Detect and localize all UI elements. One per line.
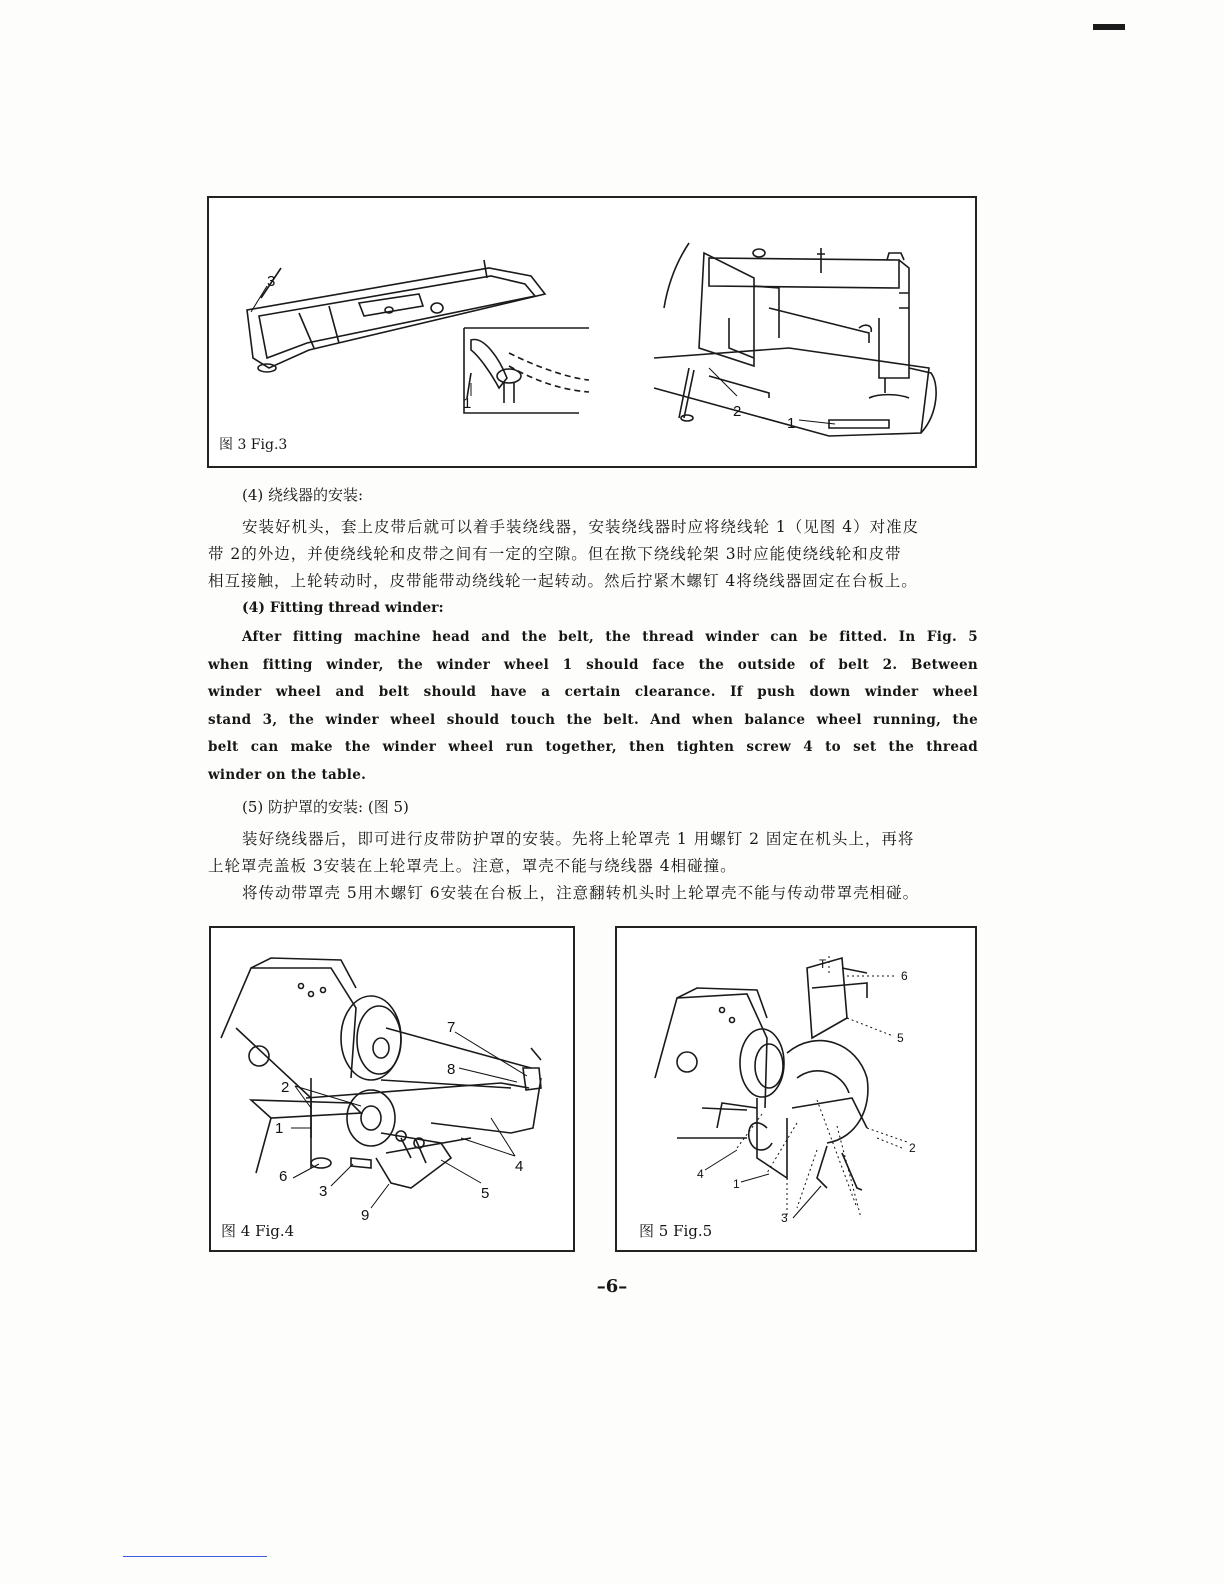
figure-5 [615,926,977,1252]
fig5-label-5: 5 [897,1031,904,1045]
fig3-label-1: 1 [463,395,472,412]
section4-zh-line-2: 带 2的外边，并使绕线轮和皮带之间有一定的空隙。但在揿下绕线轮架 3时应能使绕线轮和皮带 [208,545,902,563]
fig3-label-2: 2 [733,403,742,420]
section4-en-line-4: stand 3, the winder wheel should touch the belt. And when balance wheel running, the [208,711,978,728]
fig4-label-3: 3 [319,1183,328,1200]
fig5-caption: 图 5 Fig.5 [639,1222,713,1240]
fig3-caption: 图 3 Fig.3 [219,437,288,453]
section4-en-line-6: winder on the table. [208,766,367,783]
section4-zh-line-1: 安装好机头，套上皮带后就可以着手装绕线器，安装绕线器时应将绕线轮 1（见图 4）对准皮 [242,518,920,536]
fig5-label-3: 3 [781,1211,788,1225]
section4-heading-en: (4) Fitting thread winder: [242,600,444,616]
fig4-caption: 图 4 Fig.4 [221,1222,295,1240]
fig4-label-7: 7 [447,1019,456,1036]
page-number: –6– [596,1276,628,1297]
section4-en-body [208,624,978,789]
fig3-label-1b: 1 [787,415,796,432]
section4-zh-body [208,514,978,595]
fig4-label-6: 6 [279,1168,288,1185]
fig4-label-8: 8 [447,1061,456,1078]
figure-4 [209,926,575,1252]
section4-en-line-3: winder wheel and belt should have a certain clearance. If push down winder wheel [208,684,978,700]
fig5-label-T: T [819,957,827,971]
section4-zh-line-3: 相互接触，上轮转动时，皮带能带动绕线轮一起转动。然后拧紧木螺钉 4将绕线器固定在台板上。 [208,572,918,590]
fig4-label-2: 2 [281,1079,290,1096]
section5-zh-line-3: 将传动带罩壳 5用木螺钉 6安装在台板上，注意翻转机头时上轮罩壳不能与传动带罩壳相碰。 [242,884,920,902]
section4-en-line-5: belt can make the winder wheel run together, then tighten screw 4 to set the thread [208,739,978,755]
section5-zh-line-2: 上轮罩壳盖板 3安装在上轮罩壳上。注意，罩壳不能与绕线器 4相碰撞。 [208,857,737,875]
figure-5-drawing [617,928,975,1250]
footer-rule [123,1556,267,1557]
section4-heading-zh: (4) 绕线器的安装: [242,486,364,504]
figure-3 [207,196,977,468]
fig5-label-2: 2 [909,1141,916,1155]
fig4-label-1: 1 [275,1120,284,1137]
figure-4-drawing [211,928,573,1250]
section4-en-line-2: when fitting winder, the winder wheel 1 should face the outside of belt 2. Between [208,656,978,673]
section5-zh-body [208,826,978,907]
section4-en-line-1: After fitting machine head and the belt, the thread winder can be fitted. In Fig. 5 [242,629,978,645]
fig3-label-3: 3 [267,273,276,290]
fig5-label-1: 1 [733,1177,740,1191]
fig5-label-4: 4 [697,1167,704,1181]
section5-heading-zh: (5) 防护罩的安装: (图 5) [242,798,409,816]
figure-3-drawing [209,198,975,466]
section5-zh-line-1: 装好绕线器后，即可进行皮带防护罩的安装。先将上轮罩壳 1 用螺钉 2 固定在机头上，再将 [242,830,915,848]
fig4-label-4: 4 [515,1158,524,1175]
fig4-label-5: 5 [481,1185,490,1202]
fig4-label-9: 9 [361,1207,370,1224]
fig5-label-6: 6 [901,969,908,983]
corner-scan-mark [1093,24,1125,30]
